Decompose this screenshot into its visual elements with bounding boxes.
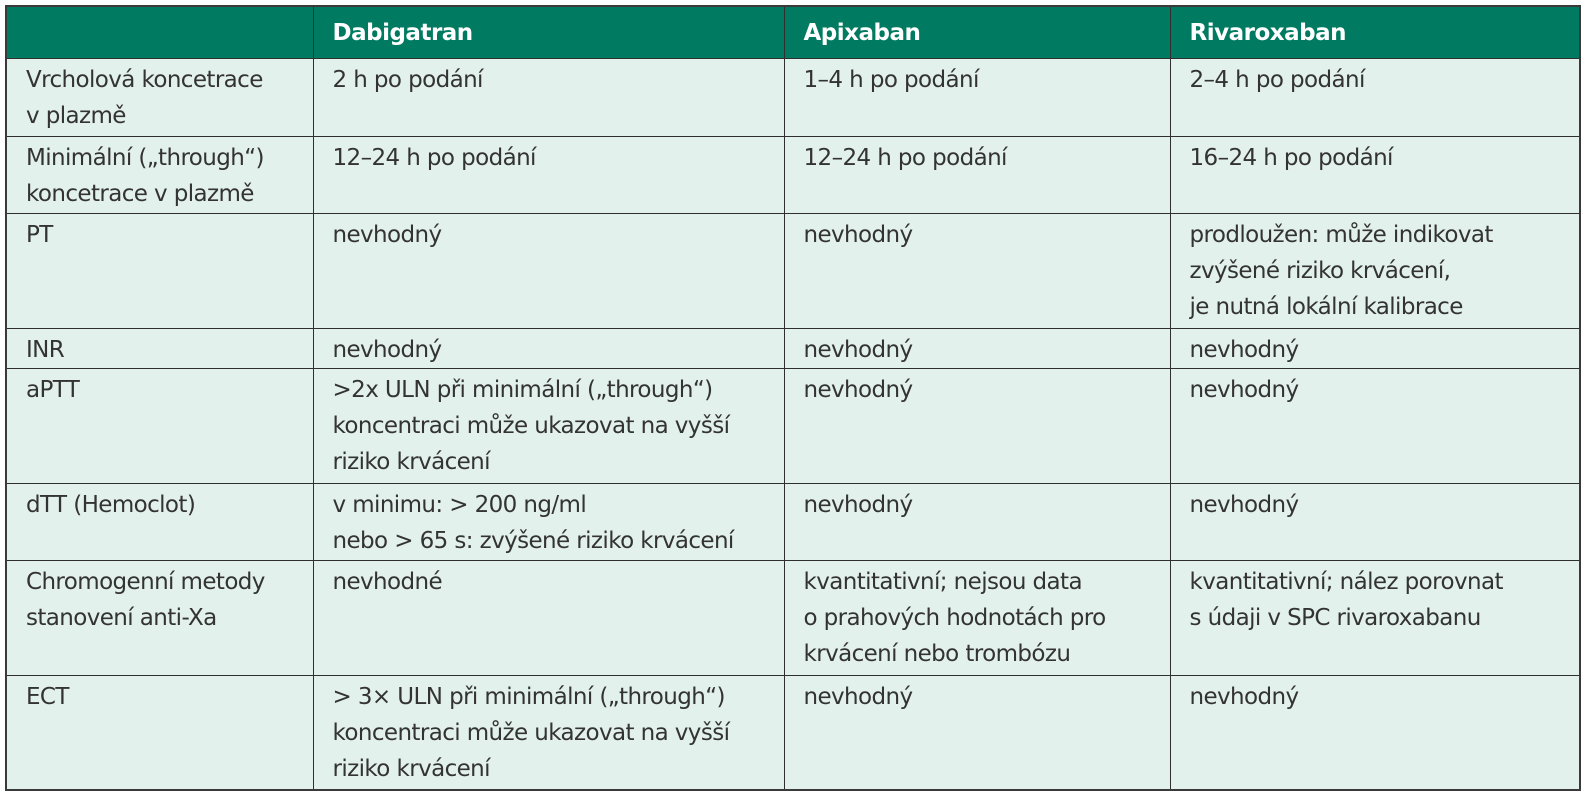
rivaroxaban-cell (1170, 483, 1580, 561)
cell-text-line: PT (26, 222, 53, 249)
dabigatran-cell (313, 483, 784, 561)
header-dabigatran: Dabigatran (313, 6, 784, 59)
cell-text-line: riziko krvácení (332, 449, 490, 476)
rivaroxaban-cell (1170, 675, 1580, 790)
cell-text-line: nevhodný (332, 336, 442, 363)
header-rivaroxaban: Rivaroxaban (1170, 6, 1580, 59)
cell-text-line: Minimální („through“) (26, 144, 264, 171)
header-apixaban: Apixaban (784, 6, 1170, 59)
cell-text-line: stanovení anti-Xa (26, 605, 217, 632)
apixaban-cell (784, 59, 1170, 137)
cell-text-line: >2x ULN při minimální („through“) (332, 377, 713, 404)
table-row (6, 369, 1580, 483)
dabigatran-cell (313, 369, 784, 483)
rivaroxaban-cell (1170, 561, 1580, 675)
cell-text-line: 12–24 h po podání (803, 144, 1007, 171)
cell-text-line: INR (26, 336, 65, 363)
dabigatran-cell (313, 136, 784, 214)
rivaroxaban-cell (1170, 214, 1580, 328)
cell-text-line: v minimu: > 200 ng/ml (332, 491, 587, 518)
cell-text-line: kvantitativní; nález porovnat (1189, 569, 1503, 596)
rivaroxaban-cell (1170, 328, 1580, 369)
cell-text-line: nevhodný (1189, 336, 1299, 363)
cell-text-line: nevhodný (1189, 377, 1299, 404)
cell-text-line: krvácení nebo trombózu (803, 641, 1071, 668)
header-row (6, 6, 1580, 59)
cell-text-line: > 3× ULN při minimální („through“) (332, 683, 725, 710)
apixaban-cell (784, 369, 1170, 483)
table-row (6, 214, 1580, 328)
cell-text-line: nevhodný (332, 222, 442, 249)
cell-text-line: dTT (Hemoclot) (26, 491, 196, 518)
cell-text-line: nevhodný (803, 336, 913, 363)
cell-text-line: Vrcholová koncetrace (26, 67, 263, 93)
cell-text-line: s údaji v SPC rivaroxabanu (1189, 605, 1481, 632)
apixaban-cell (784, 483, 1170, 561)
rivaroxaban-cell (1170, 136, 1580, 214)
dabigatran-cell (313, 328, 784, 369)
cell-text-line: prodloužen: může indikovat (1189, 222, 1493, 249)
row-label (6, 136, 313, 214)
dabigatran-cell (313, 561, 784, 675)
table-row (6, 136, 1580, 214)
cell-text-line: nevhodný (1189, 491, 1299, 518)
cell-text-line: nevhodný (803, 491, 913, 518)
cell-text-line: koncentraci může ukazovat na vyšší (332, 413, 730, 440)
apixaban-cell (784, 561, 1170, 675)
cell-text-line: kvantitativní; nejsou data (803, 569, 1082, 596)
apixaban-cell (784, 675, 1170, 790)
cell-text-line: 2–4 h po podání (1189, 67, 1365, 93)
row-label (6, 561, 313, 675)
cell-text-line: riziko krvácení (332, 755, 490, 782)
table-row (6, 675, 1580, 790)
row-label (6, 483, 313, 561)
cell-text-line: nevhodný (803, 222, 913, 249)
cell-text-line: nebo > 65 s: zvýšené riziko krvácení (332, 527, 734, 554)
table-row (6, 59, 1580, 137)
dabigatran-cell (313, 214, 784, 328)
rivaroxaban-cell (1170, 369, 1580, 483)
cell-text-line: nevhodné (332, 569, 443, 596)
cell-text-line: nevhodný (803, 683, 913, 710)
cell-text-line: koncentraci může ukazovat na vyšší (332, 719, 730, 746)
cell-text-line: nevhodný (803, 377, 913, 404)
cell-text-line: 12–24 h po podání (332, 144, 536, 171)
table-row (6, 561, 1580, 675)
cell-text-line: koncetrace v plazmě (26, 180, 254, 207)
row-label (6, 369, 313, 483)
rivaroxaban-cell (1170, 59, 1580, 137)
cell-text-line: je nutná lokální kalibrace (1189, 294, 1463, 321)
cell-text-line: v plazmě (26, 103, 126, 129)
cell-text-line: nevhodný (1189, 683, 1299, 710)
row-label (6, 59, 313, 137)
apixaban-cell (784, 136, 1170, 214)
cell-text-line: zvýšené riziko krvácení, (1189, 258, 1451, 285)
row-label (6, 328, 313, 369)
cell-text-line: 16–24 h po podání (1189, 144, 1393, 171)
cell-text-line: ECT (26, 683, 69, 710)
dabigatran-cell (313, 675, 784, 790)
apixaban-cell (784, 328, 1170, 369)
cell-text-line: 2 h po podání (332, 67, 483, 93)
apixaban-cell (784, 214, 1170, 328)
table-row (6, 483, 1580, 561)
dabigatran-cell (313, 59, 784, 137)
comparison-table-container (5, 5, 1579, 791)
table-row (6, 328, 1580, 369)
cell-text-line: o prahových hodnotách pro (803, 605, 1106, 632)
anticoagulant-comparison-table (5, 5, 1581, 791)
header-empty (6, 6, 313, 59)
cell-text-line: 1–4 h po podání (803, 67, 979, 93)
row-label (6, 675, 313, 790)
cell-text-line: aPTT (26, 377, 80, 404)
row-label (6, 214, 313, 328)
cell-text-line: Chromogenní metody (26, 569, 265, 596)
